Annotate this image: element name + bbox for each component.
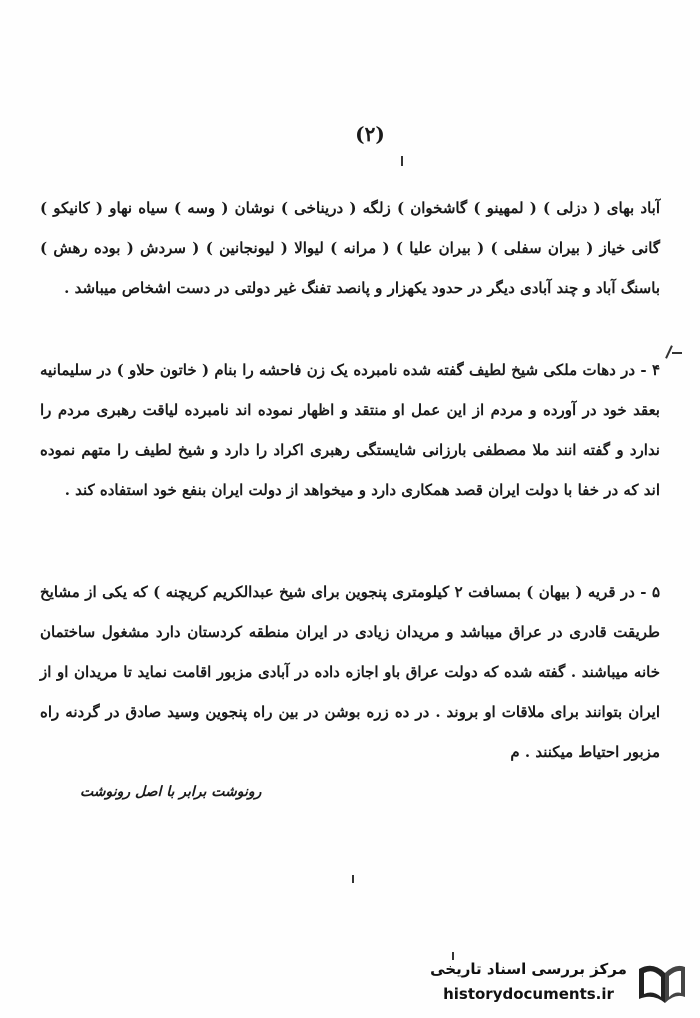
paragraph-1: آباد بهای ( دزلی ) ( لمهینو ) گاشخوان ) زلگه ( دریناخی ) نوشان ( وسه ) سیاه نهاو ( کانیکو ) گانی خیاز ( بیران سفلی ) ( بیران علیا ) ( مرانه ) لیوالا ( لیونجانین ) ( سردش ( بوده رهش ) باسنگ آباد و چند آبادی دیگر در حدود یکهزار و پانصد تفنگ غیر دولتی در دست اشخاص میباشد . [40, 199, 660, 297]
page-number: (٢) [355, 122, 385, 146]
ink-speck [352, 875, 354, 883]
watermark-url: historydocuments.ir [443, 985, 614, 1003]
ink-speck [401, 156, 403, 166]
copy-certification-note: رونوشت برابر با اصل رونوشت [80, 784, 262, 800]
watermark-title: مرکز بررسی اسناد تاریخی [430, 960, 627, 978]
ink-speck [672, 352, 682, 354]
paragraph-3: ۵ - در قریه ( بیهان ) بمسافت ۲ کیلومتری پنجوین برای شیخ عبدالکریم کریچنه ) که یکی از مشایخ طریقت قادری در عراق میباشد و مریدان زیادی در ایران منطقه کردستان دارد مشغول ساختمان خانه میباشند . گفته شده که دولت عراق باو اجازه داده در آبادی مزبور اقامت نماید تا مریدان او از ایران بتوانند برای ملاقات او بروند . در ده زره بوشن در بین راه پنجوین وسید صادق در گردنه راه مزبور احتیاط میکنند . م [40, 583, 660, 761]
paragraph-2: ۴ - در دهات ملکی شیخ لطیف گفته شده نامبرده یک زن فاحشه را بنام ( خاتون حلاو ) در سلیمانیه بعقد خود در آورده و مردم از این عمل او منتقد و اظهار نموده اند نامبرده لیاقت رهبری مردم را ندارد و گفته انند ملا مصطفی بارزانی شایستگی رهبری اکراد را دارد و شیخ لطیف را متهم نموده اند که در خفا با دولت ایران قصد همکاری دارد و میخواهد از دولت ایران بنفع خود استفاده کند . [40, 361, 660, 499]
archive-watermark [418, 957, 693, 1011]
book-logo-icon [635, 959, 689, 1009]
